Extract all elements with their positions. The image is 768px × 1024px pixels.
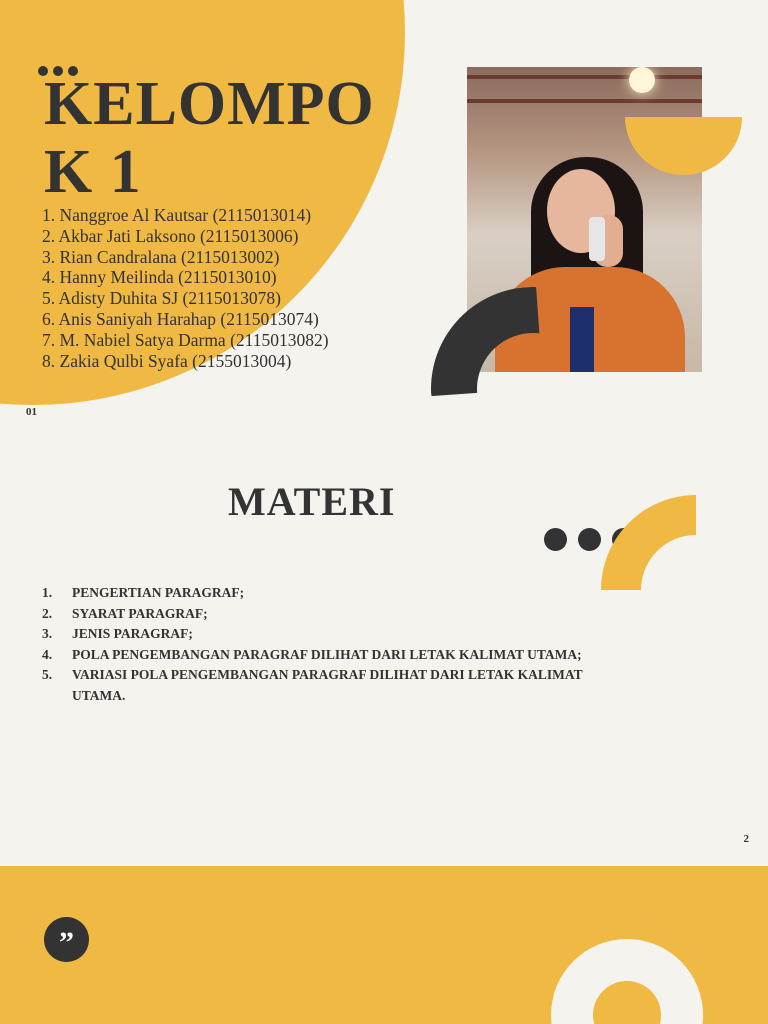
page-number: 2 [743,833,749,845]
topic-item: 4. POLA PENGEMBANGAN PARAGRAF DILIHAT DARI LETAK KALIMAT UTAMA; [42,646,582,662]
ceiling-beam [467,75,702,79]
page-number: 01 [26,406,37,418]
topic-item: 5. VARIASI POLA PENGEMBANGAN PARAGRAF DILIHAT DARI LETAK KALIMAT UTAMA. [42,667,583,703]
member-item: 6. Anis Saniyah Harahap (2115013074) [42,308,319,329]
slide-materi [0,433,768,866]
blue-shirt [570,307,594,372]
member-item: 5. Adisty Duhita SJ (2115013078) [42,288,282,309]
topic-list [42,583,602,706]
dot [544,528,567,551]
phone-icon [589,217,605,261]
quote-icon: ” [44,917,89,962]
dot [578,528,601,551]
materi-title: MATERI [228,479,396,524]
member-list [42,205,329,371]
member-item: 2. Akbar Jati Laksono (2115013006) [42,225,299,246]
member-item: 1. Nanggroe Al Kautsar (2115013014) [42,205,312,225]
topic-item: 2. SYARAT PARAGRAF; [42,605,208,621]
yellow-arc-decoration [601,495,768,685]
slide-group-members [0,0,768,433]
member-item: 3. Rian Candralana (2115013002) [42,246,280,267]
member-item: 4. Hanny Meilinda (2115013010) [42,267,277,288]
slide-quote [0,866,768,1024]
member-item: 7. M. Nabiel Satya Darma (2115013082) [42,329,329,350]
ceiling-light [629,67,655,93]
ceiling-beam [467,99,702,103]
topic-item: 1. PENGERTIAN PARAGRAF; [42,585,245,600]
member-item: 8. Zakia Qulbi Syafa (2155013004) [42,350,292,371]
topic-item: 3. JENIS PARAGRAF; [42,626,193,641]
group-title: KELOMPOK 1 [44,70,375,206]
